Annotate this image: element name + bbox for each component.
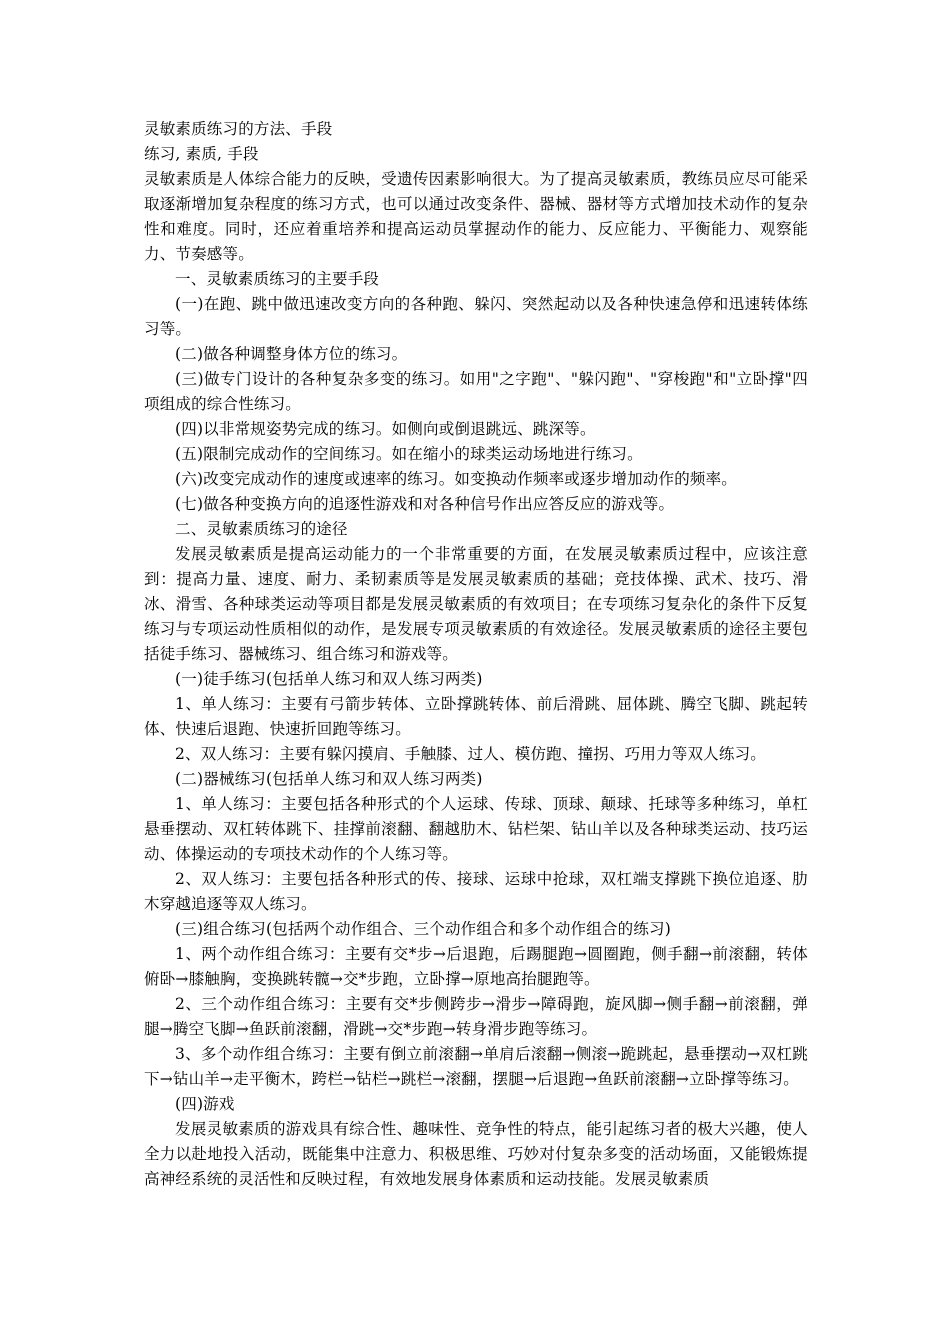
paragraph: 1、两个动作组合练习：主要有交*步→后退跑，后踢腿跑→圆圈跑，侧手翻→前滚翻，转体俯卧→膝触胸，变换跳转髋→交*步跑，立卧撑→原地高抬腿跑等。 — [144, 945, 808, 988]
paragraph: 一、灵敏素质练习的主要手段 — [175, 270, 380, 288]
paragraph: 3、多个动作组合练习：主要有倒立前滚翻→单肩后滚翻→侧滚→跪跳起，悬垂摆动→双杠跳下→钻山羊→走平衡木，跨栏→钻栏→跳栏→滚翻，摆腿→后退跑→鱼跃前滚翻→立卧撑等练习。 — [144, 1045, 808, 1088]
paragraph: (七)做各种变换方向的追逐性游戏和对各种信号作出应答反应的游戏等。 — [175, 495, 675, 513]
paragraph: 2、双人练习：主要包括各种形式的传、接球、运球中抢球，双杠端支撑跳下换位追逐、肋木穿越追逐等双人练习。 — [144, 870, 808, 913]
document-title: 灵敏素质练习的方法、手段 — [144, 120, 333, 138]
paragraph: 1、单人练习：主要包括各种形式的个人运球、传球、顶球、颠球、托球等多种练习，单杠悬垂摆动、双杠转体跳下、挂撑前滚翻、翻越肋木、钻栏架、钻山羊以及各种球类运动、技巧运动、体操运动的专项技术动作的个人练习等。 — [144, 795, 808, 863]
document-page — [144, 117, 808, 1192]
paragraph: (四)以非常规姿势完成的练习。如侧向或倒退跳远、跳深等。 — [175, 420, 596, 438]
paragraph: 发展灵敏素质是提高运动能力的一个非常重要的方面，在发展灵敏素质过程中，应该注意到：提高力量、速度、耐力、柔韧素质等是发展灵敏素质的基础；竞技体操、武术、技巧、滑冰、滑雪、各种球类运动等项目都是发展灵敏素质的有效项目；在专项练习复杂化的条件下反复练习与专项运动性质相似的动作，是发展专项灵敏素质的有效途径。发展灵敏素质的途径主要包括徒手练习、器械练习、组合练习和游戏等。 — [144, 545, 808, 663]
paragraph: 2、三个动作组合练习：主要有交*步侧跨步→滑步→障碍跑，旋风脚→侧手翻→前滚翻，弹腿→腾空飞脚→鱼跃前滚翻，滑跳→交*步跑→转身滑步跑等练习。 — [144, 995, 808, 1038]
paragraph: (三)组合练习(包括两个动作组合、三个动作组合和多个动作组合的练习) — [175, 920, 671, 938]
paragraph: 发展灵敏素质的游戏具有综合性、趣味性、竞争性的特点，能引起练习者的极大兴趣，使人全力以赴地投入活动，既能集中注意力、积极思维、巧妙对付复杂多变的活动场面，又能锻炼提高神经系统的灵活性和反映过程，有效地发展身体素质和运动技能。发展灵敏素质 — [144, 1120, 808, 1188]
paragraph: 灵敏素质是人体综合能力的反映，受遗传因素影响很大。为了提高灵敏素质，教练员应尽可能采取逐渐增加复杂程度的练习方式，也可以通过改变条件、器械、器材等方式增加技术动作的复杂性和难度。同时，还应着重培养和提高运动员掌握动作的能力、反应能力、平衡能力、观察能力、节奏感等。 — [144, 170, 808, 263]
document-keywords: 练习, 素质, 手段 — [144, 145, 259, 163]
paragraph: (四)游戏 — [175, 1095, 235, 1113]
paragraph: 2、双人练习：主要有躲闪摸肩、手触膝、过人、模仿跑、撞拐、巧用力等双人练习。 — [175, 745, 766, 763]
paragraph: (三)做专门设计的各种复杂多变的练习。如用"之字跑"、"躲闪跑"、"穿梭跑"和"立卧撑"四项组成的综合性练习。 — [144, 370, 808, 413]
paragraph: (六)改变完成动作的速度或速率的练习。如变换动作频率或逐步增加动作的频率。 — [175, 470, 737, 488]
paragraph: (二)器械练习(包括单人练习和双人练习两类) — [175, 770, 483, 788]
paragraph: (一)在跑、跳中做迅速改变方向的各种跑、躲闪、突然起动以及各种快速急停和迅速转体练习等。 — [144, 295, 808, 338]
paragraph: (二)做各种调整身体方位的练习。 — [175, 345, 408, 363]
document-body — [144, 167, 808, 1192]
paragraph: 1、单人练习：主要有弓箭步转体、立卧撑跳转体、前后滑跳、屈体跳、腾空飞脚、跳起转体、快速后退跑、快速折回跑等练习。 — [144, 695, 808, 738]
paragraph: (一)徒手练习(包括单人练习和双人练习两类) — [175, 670, 483, 688]
paragraph: (五)限制完成动作的空间练习。如在缩小的球类运动场地进行练习。 — [175, 445, 643, 463]
paragraph: 二、灵敏素质练习的途径 — [175, 520, 348, 538]
